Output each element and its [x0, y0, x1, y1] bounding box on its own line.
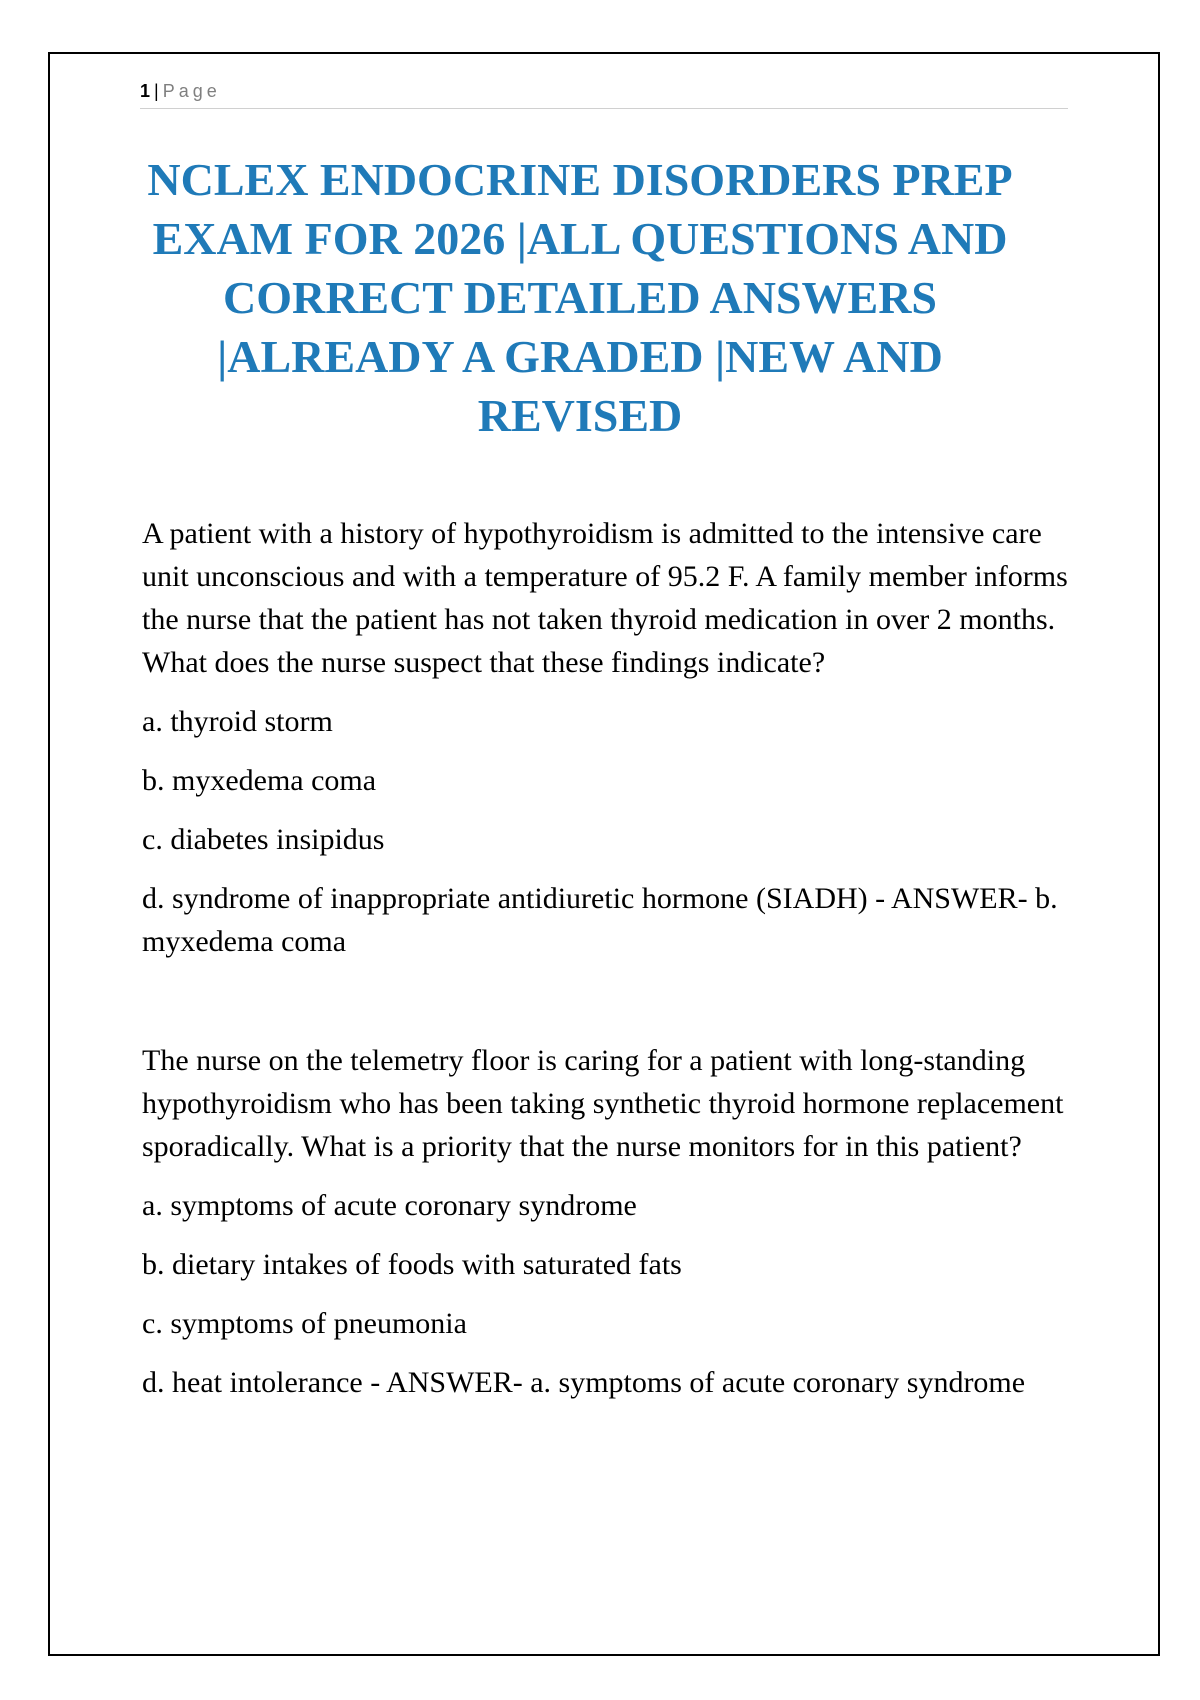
page-number: 1: [140, 81, 151, 101]
answer-option-d-with-answer: d. syndrome of inappropriate antidiuretic hormone (SIADH) - ANSWER- b. myxedema coma: [142, 882, 1058, 958]
answer-option-b: b. dietary intakes of foods with saturated fats: [142, 1248, 682, 1281]
answer-option-b: b. myxedema coma: [142, 764, 377, 797]
answer-option-d-with-answer: d. heat intolerance - ANSWER- a. symptoms of acute coronary syndrome: [142, 1366, 1026, 1399]
page-separator: |: [154, 81, 159, 101]
answer-option-a: a. thyroid storm: [142, 705, 333, 738]
page-label: Page: [162, 81, 221, 101]
question-1: [142, 512, 1072, 963]
question-list: [142, 512, 1072, 1404]
question-2: [142, 1039, 1072, 1404]
answer-option-c: c. symptoms of pneumonia: [142, 1307, 467, 1340]
question-stem: A patient with a history of hypothyroidism is admitted to the intensive care unit unconscious and with a temperature of 95.2 F. A family member informs the nurse that the patient has not taken thyroid medication in over 2 months. What does the nurse suspect that these findings indicate?: [142, 517, 1068, 679]
question-stem: The nurse on the telemetry floor is caring for a patient with long-standing hypothyroidism who has been taking synthetic thyroid hormone replacement sporadically. What is a priority that the nurse monitors for in this patient?: [142, 1044, 1064, 1163]
answer-option-c: c. diabetes insipidus: [142, 823, 385, 856]
document-title: NCLEX ENDOCRINE DISORDERS PREP EXAM FOR 2026 |ALL QUESTIONS AND CORRECT DETAILED ANSWERS |ALREADY A GRADED |NEW AND REVISED: [147, 154, 1013, 441]
answer-option-a: a. symptoms of acute coronary syndrome: [142, 1189, 637, 1222]
page-header: [140, 80, 1068, 109]
